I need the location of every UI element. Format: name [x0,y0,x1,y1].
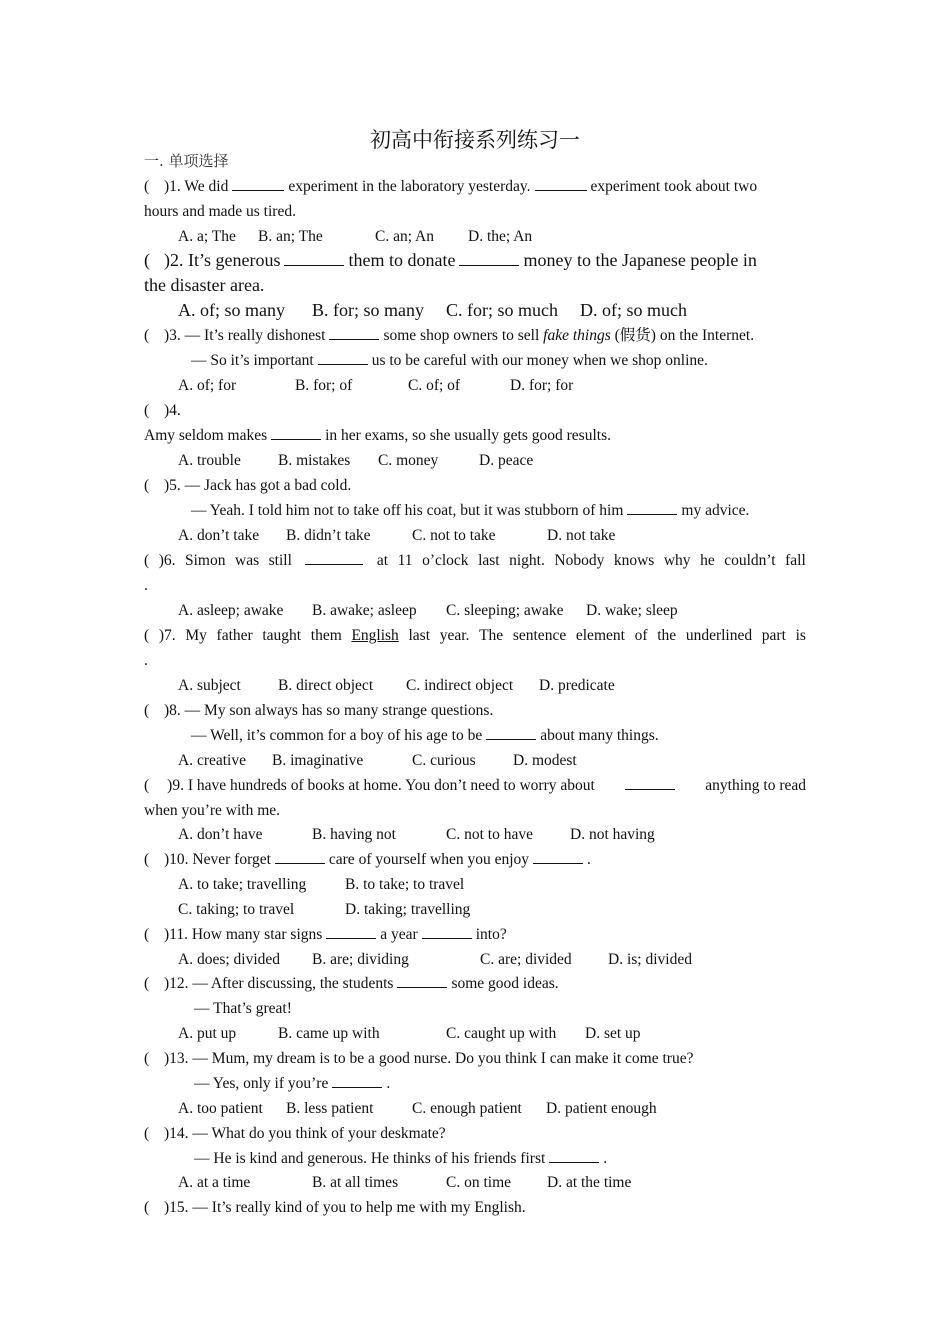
option-d[interactable]: D. the; An [468,228,533,245]
blank[interactable] [326,922,376,939]
question-14-reply: — He is kind and generous. He thinks of his friends first . [194,1146,607,1171]
option-c[interactable]: C. money [378,452,439,469]
question-5-options [178,523,615,548]
answer-paren[interactable]: ( [144,777,150,794]
question-9-options [178,822,655,847]
blank[interactable] [284,249,344,266]
option-d[interactable]: D. predicate [539,677,615,694]
option-a[interactable]: A. a; The [178,228,236,245]
question-1-options [178,224,532,249]
option-b[interactable]: B. less patient [286,1100,374,1117]
question-10-options-row2 [178,897,470,922]
option-d[interactable]: D. set up [585,1025,641,1042]
question-6: ( )6. Simon was still at 11 o’clock last night. Nobody knows why he couldn’t fall [144,548,806,573]
option-d[interactable]: D. modest [513,752,577,769]
option-a[interactable]: A. don’t take [178,527,260,544]
option-b[interactable]: B. an; The [258,228,323,245]
answer-paren[interactable]: ( [144,327,150,344]
option-b[interactable]: B. for; of [295,377,353,394]
option-d[interactable]: D. not having [570,826,655,843]
option-a[interactable]: A. put up [178,1025,237,1042]
answer-paren[interactable]: ( [144,552,150,569]
option-c[interactable]: C. an; An [375,228,434,245]
question-12: ( )12. — After discussing, the students some good ideas. [144,971,559,996]
blank[interactable] [535,174,587,191]
answer-paren[interactable]: ( [144,1125,150,1142]
question-2-options [178,298,687,323]
option-b[interactable]: B. for; so many [312,300,424,320]
option-b[interactable]: B. having not [312,826,396,843]
question-5: ( )5. — Jack has got a bad cold. [144,473,351,498]
underlined-word: English [351,627,399,644]
option-c[interactable]: C. on time [446,1174,512,1191]
blank[interactable] [486,723,536,740]
option-a[interactable]: A. asleep; awake [178,602,284,619]
option-b[interactable]: B. awake; asleep [312,602,417,619]
question-2: ( )2. It’s generous them to donate money to the Japanese people in [144,248,757,273]
option-a[interactable]: A. don’t have [178,826,263,843]
option-a[interactable]: A. trouble [178,452,241,469]
option-c[interactable]: C. enough patient [412,1100,522,1117]
blank[interactable] [627,498,677,515]
question-4-options [178,448,533,473]
question-12-options [178,1021,641,1046]
option-c[interactable]: C. not to take [412,527,496,544]
option-b[interactable]: B. are; dividing [312,951,409,968]
option-a[interactable]: A. subject [178,677,241,694]
option-b[interactable]: B. to take; to travel [345,876,465,893]
question-6-options [178,598,678,623]
option-c[interactable]: C. indirect object [406,677,514,694]
question-4: ( )4. [144,398,181,423]
section-heading: 一. 单项选择 [144,152,229,170]
option-c[interactable]: C. caught up with [446,1025,557,1042]
option-c[interactable]: C. of; of [408,377,461,394]
option-a[interactable]: A. at a time [178,1174,251,1191]
answer-paren[interactable]: ( [144,178,150,195]
question-8-options [178,748,577,773]
option-d[interactable]: D. at the time [547,1174,632,1191]
question-2-cont: the disaster area. [144,275,265,295]
option-c[interactable]: C. sleeping; awake [446,602,564,619]
blank[interactable] [305,548,363,565]
question-8-reply: — Well, it’s common for a boy of his age to be about many things. [191,723,659,748]
question-11: ( )11. How many star signs a year into? [144,922,507,947]
answer-paren[interactable]: ( [144,250,150,270]
blank[interactable] [332,1071,382,1088]
option-d[interactable]: D. taking; travelling [345,901,471,918]
option-a[interactable]: A. creative [178,752,246,769]
option-b[interactable]: B. mistakes [278,452,351,469]
question-10: ( )10. Never forget care of yourself when you enjoy . [144,847,591,872]
question-15: ( )15. — It’s really kind of you to help me with my English. [144,1195,526,1220]
question-11-options [178,947,692,972]
blank[interactable] [232,174,284,191]
option-c[interactable]: C. for; so much [446,300,558,320]
question-13-reply: — Yes, only if you’re . [194,1071,390,1096]
option-d[interactable]: D. for; for [510,377,574,394]
question-3-reply: — So it’s important us to be careful with our money when we shop online. [191,348,708,373]
blank[interactable] [318,348,368,365]
option-c[interactable]: C. not to have [446,826,533,843]
answer-paren[interactable]: ( [144,851,150,868]
blank[interactable] [329,323,379,340]
option-c[interactable]: C. taking; to travel [178,901,295,918]
question-5-reply: — Yeah. I told him not to take off his coat, but it was stubborn of him my advice. [191,498,749,523]
option-b[interactable]: B. direct object [278,677,374,694]
option-d[interactable]: D. is; divided [608,951,692,968]
blank[interactable] [533,847,583,864]
blank[interactable] [275,847,325,864]
option-c[interactable]: C. are; divided [480,951,572,968]
blank[interactable] [422,922,472,939]
question-9-cont: when you’re with me. [144,802,281,819]
question-10-options-row1 [178,872,464,897]
question-9: ( )9. I have hundreds of books at home. You don’t need to worry about anything to read [144,773,806,798]
option-a[interactable]: A. of; for [178,377,237,394]
answer-paren[interactable]: ( [144,702,150,719]
option-b[interactable]: B. imaginative [272,752,364,769]
answer-paren[interactable]: ( [144,627,150,644]
question-13: ( )13. — Mum, my dream is to be a good nurse. Do you think I can make it come true? [144,1046,693,1071]
answer-paren[interactable]: ( [144,926,150,943]
question-14-options [178,1170,631,1195]
question-3: ( )3. — It’s really dishonest some shop owners to sell fake things (假货) on the Internet. [144,323,754,348]
option-b[interactable]: B. came up with [278,1025,380,1042]
question-13-options [178,1096,657,1121]
answer-paren[interactable]: ( [144,477,150,494]
answer-paren[interactable]: ( [144,402,150,419]
question-1: ( )1. We did experiment in the laboratory yesterday. experiment took about two [144,174,757,199]
option-d[interactable]: D. not take [547,527,616,544]
option-c[interactable]: C. curious [412,752,476,769]
blank[interactable] [459,249,519,266]
question-3-options [178,373,573,398]
option-a[interactable]: A. too patient [178,1100,263,1117]
question-12-reply: — That’s great! [194,1000,292,1017]
option-d[interactable]: D. of; so much [580,300,687,320]
question-7-end: . [144,652,148,669]
option-b[interactable]: B. didn’t take [286,527,371,544]
blank[interactable] [549,1146,599,1163]
question-1-cont: hours and made us tired. [144,203,296,220]
answer-paren[interactable]: ( [144,1199,150,1216]
option-d[interactable]: D. wake; sleep [586,602,678,619]
option-a[interactable]: A. of; so many [178,300,285,320]
answer-paren[interactable]: ( [144,1050,150,1067]
option-d[interactable]: D. patient enough [546,1100,657,1117]
blank[interactable] [625,773,675,790]
option-d[interactable]: D. peace [479,452,534,469]
question-8: ( )8. — My son always has so many strange questions. [144,698,493,723]
option-a[interactable]: A. does; divided [178,951,281,968]
question-14: ( )14. — What do you think of your deskmate? [144,1121,446,1146]
option-b[interactable]: B. at all times [312,1174,399,1191]
question-4-stem: Amy seldom makes in her exams, so she usually gets good results. [144,423,611,448]
blank[interactable] [271,423,321,440]
question-7-options [178,673,615,698]
answer-paren[interactable]: ( [144,975,150,992]
page-title: 初高中衔接系列练习一 [370,128,580,152]
blank[interactable] [397,971,447,988]
option-a[interactable]: A. to take; travelling [178,876,307,893]
question-7: ( )7. My father taught them English last year. The sentence element of the underlined part is [144,623,806,648]
question-6-end: . [144,577,148,594]
